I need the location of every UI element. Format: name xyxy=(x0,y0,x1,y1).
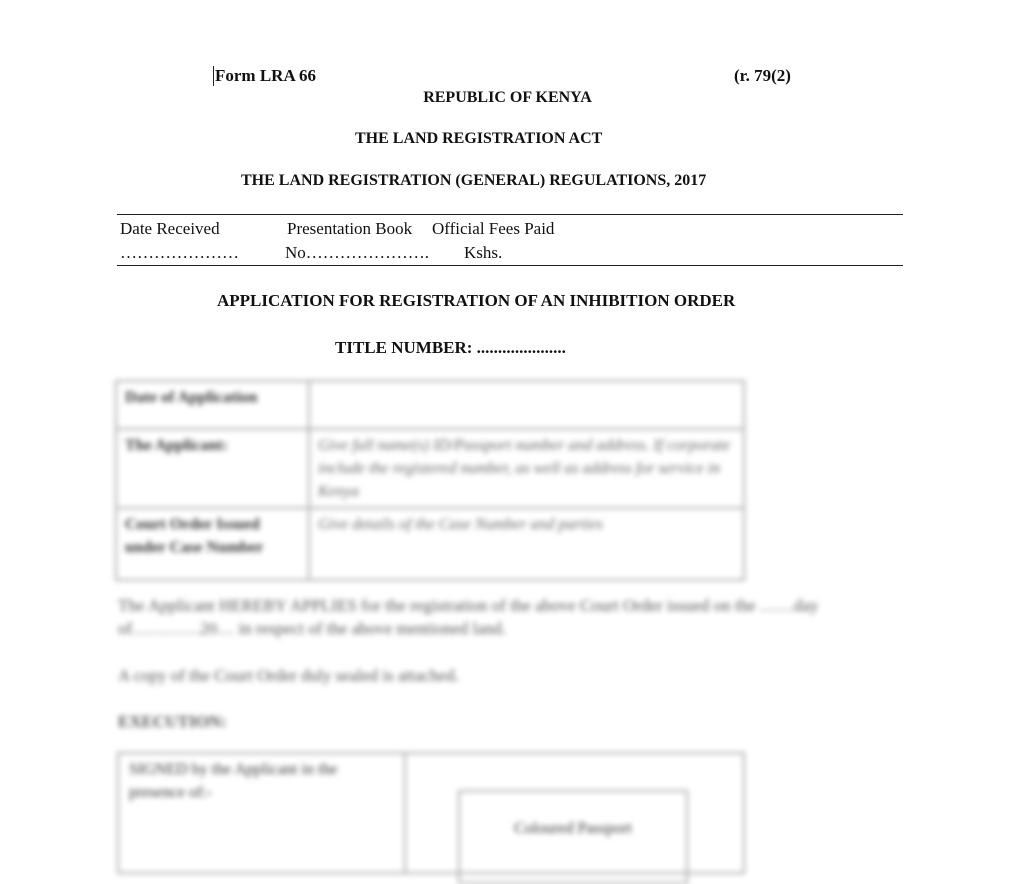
details-table xyxy=(115,380,745,581)
execution-heading: EXECUTION: xyxy=(118,712,227,731)
country-heading: REPUBLIC OF KENYA xyxy=(423,89,592,106)
table-row xyxy=(116,381,744,429)
table-row xyxy=(116,429,744,508)
text-cursor xyxy=(213,66,214,86)
date-of-application-value xyxy=(309,381,744,429)
copy-attached-paragraph: A copy of the Court Order duly sealed is attached. xyxy=(118,666,459,685)
date-of-application-label: Date of Application xyxy=(116,381,309,429)
photo-label: Coloured Passport xyxy=(514,820,632,837)
application-title: APPLICATION FOR REGISTRATION OF AN INHIBITION ORDER xyxy=(217,291,736,310)
receipt-bottom-rule xyxy=(117,265,903,266)
kshs-label: Kshs. xyxy=(464,243,503,262)
title-number-field: TITLE NUMBER: ..................... xyxy=(335,338,566,357)
form-number: Form LRA 66 xyxy=(215,66,317,85)
signed-cell: SIGNED by the Applicant in the presence of:- xyxy=(118,753,405,873)
official-fees-label: Official Fees Paid xyxy=(432,219,555,238)
presentation-number-field: No…………………. xyxy=(285,243,430,262)
court-order-label: Court Order Issued under Case Number xyxy=(116,508,309,580)
presentation-book-label: Presentation Book xyxy=(287,219,413,238)
act-heading: THE LAND REGISTRATION ACT xyxy=(355,130,603,147)
applies-paragraph: The Applicant HEREBY APPLIES for the registration of the above Court Order issued on the ……day of…………20… in respect of the above mentioned land. xyxy=(118,596,819,638)
regulations-heading: THE LAND REGISTRATION (GENERAL) REGULATIONS, 2017 xyxy=(241,172,707,189)
table-row xyxy=(116,508,744,580)
rule-reference: (r. 79(2) xyxy=(734,66,791,85)
date-received-dots: ………………… xyxy=(120,243,239,262)
court-order-value: Give details of the Case Number and parties xyxy=(309,508,744,580)
applicant-value: Give full name(s) ID/Passport number and address. If corporate include the registered number, as well as address for service in Kenya xyxy=(309,429,744,508)
receipt-top-rule xyxy=(117,214,903,215)
date-received-label: Date Received xyxy=(120,219,220,238)
applicant-label: The Applicant: xyxy=(116,429,309,508)
passport-photo-box xyxy=(458,790,688,884)
